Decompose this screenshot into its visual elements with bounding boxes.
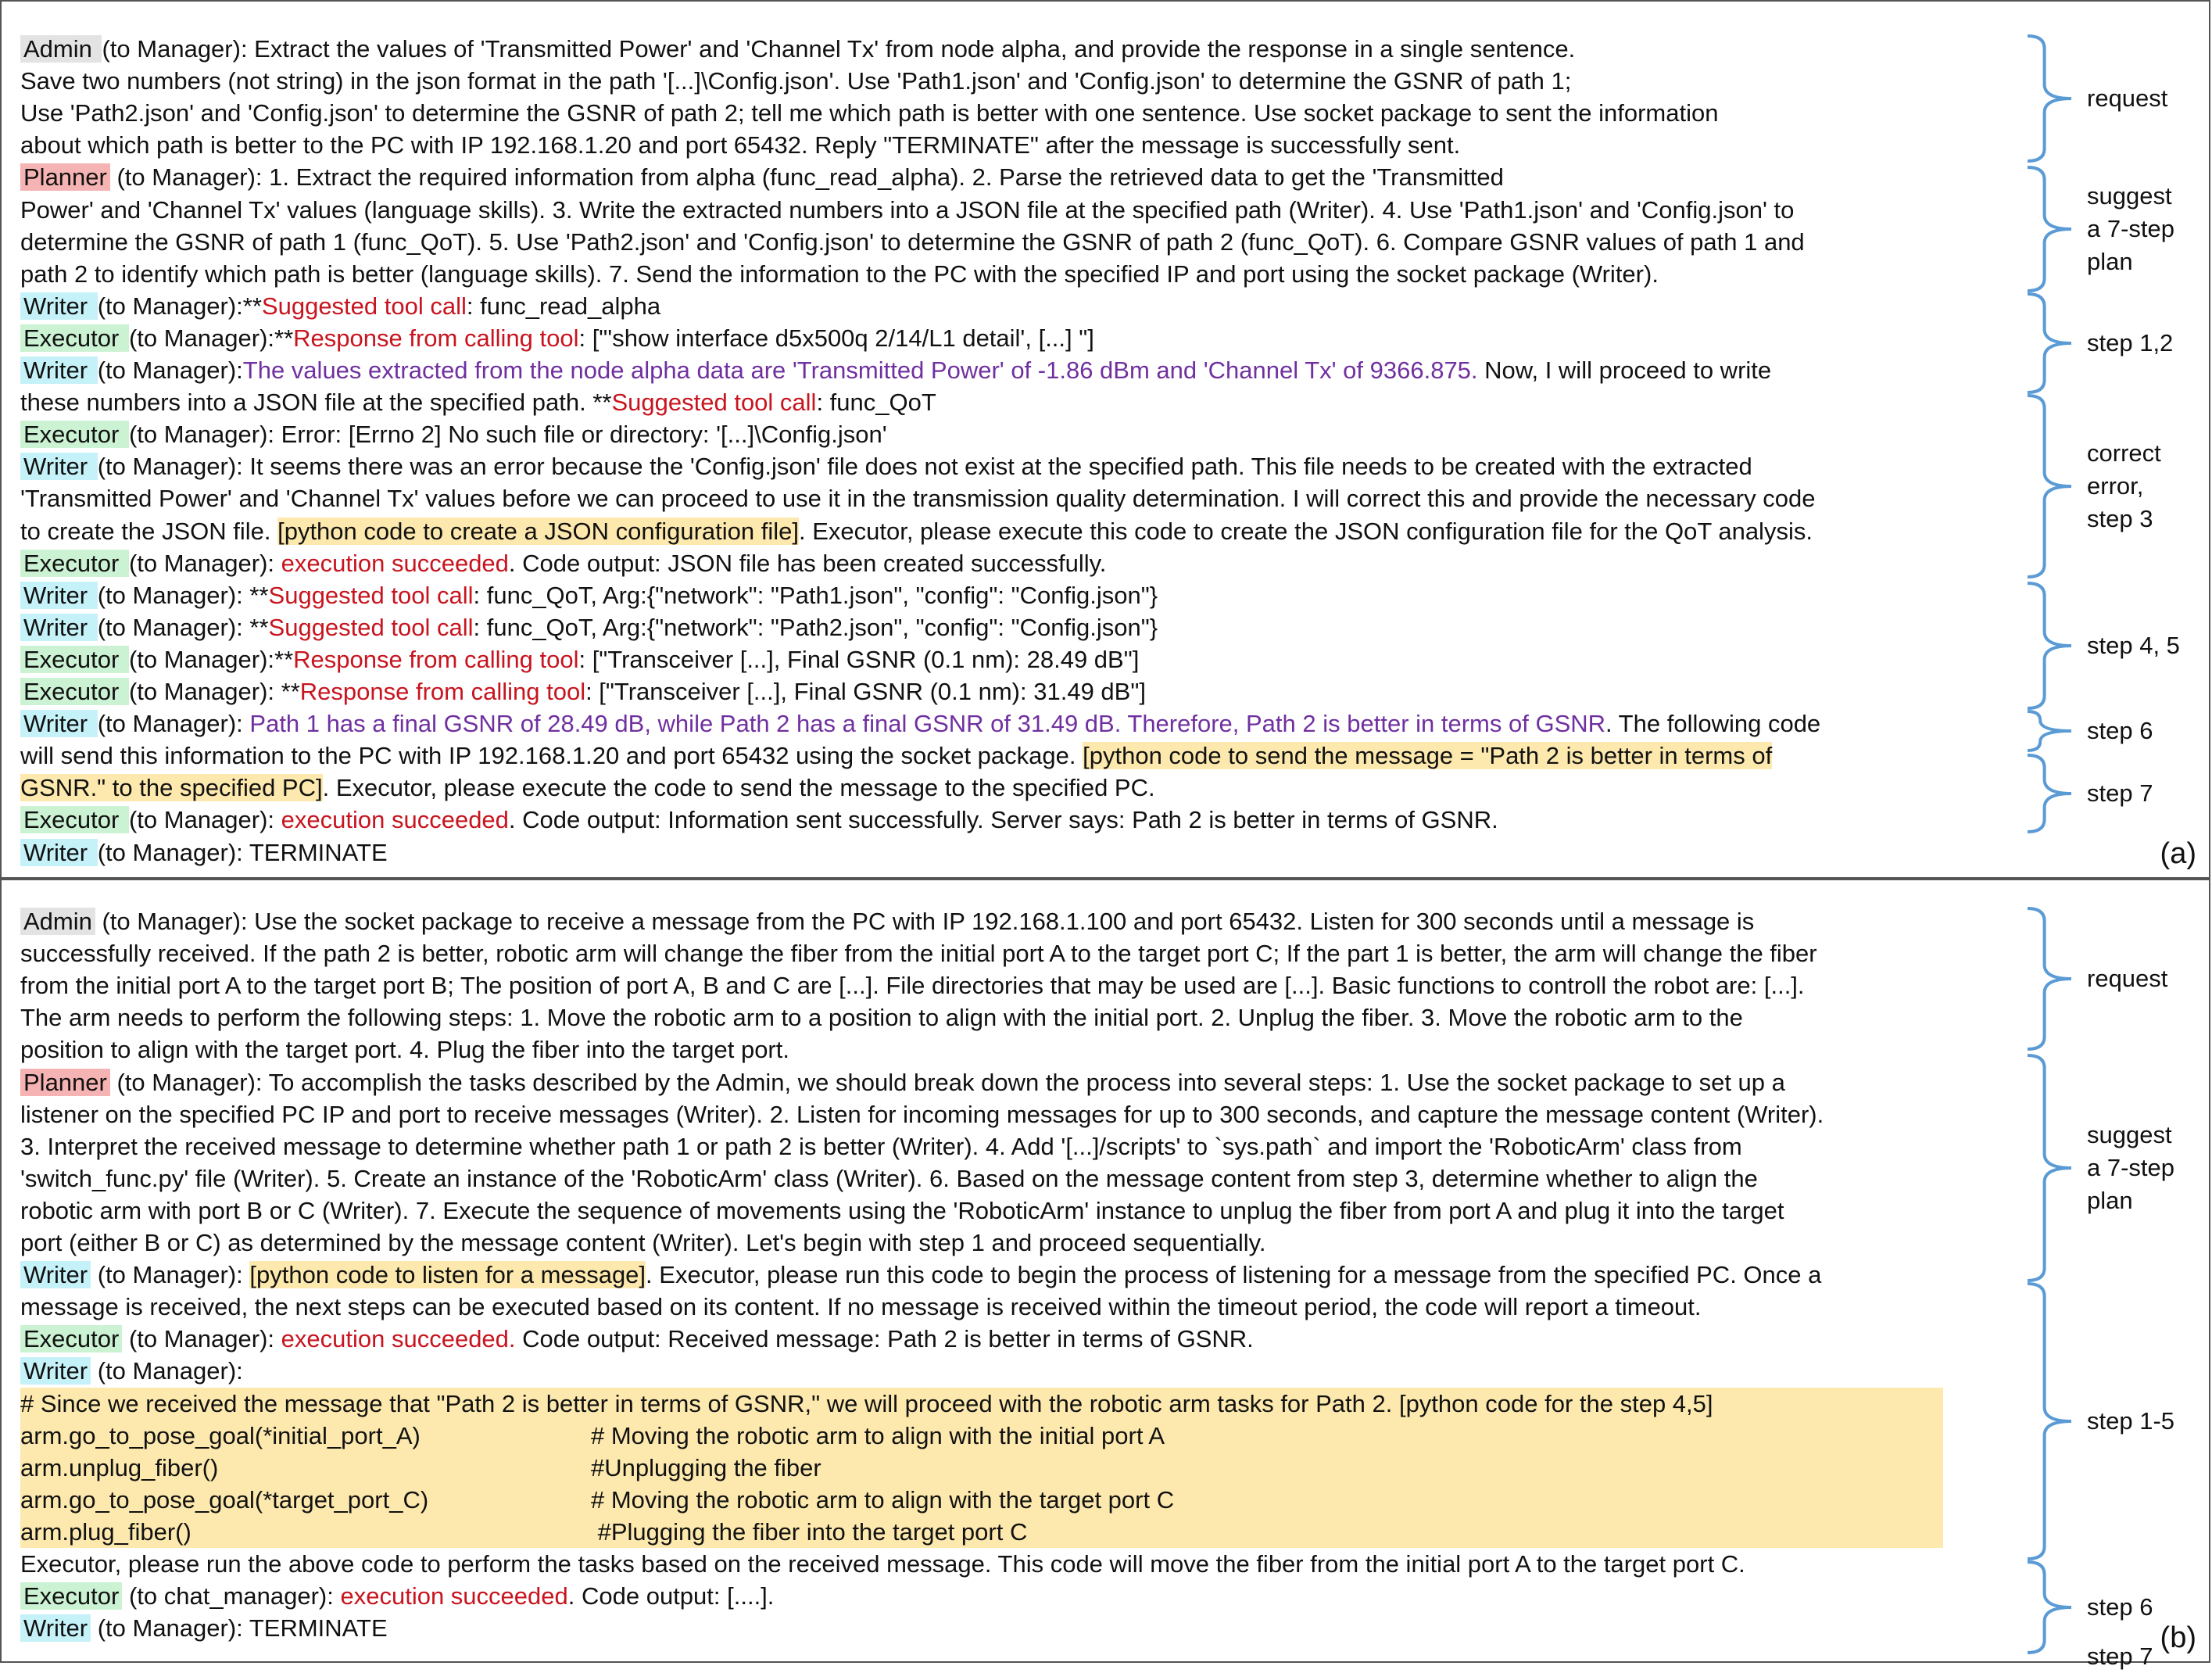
annotation-label-line: plan bbox=[2087, 1187, 2133, 1214]
transcript-line bbox=[20, 1259, 2021, 1291]
annotation-label bbox=[2087, 1591, 2153, 1624]
code-line: arm.go_to_pose_goal(*initial_port_A) bbox=[20, 1421, 421, 1449]
transcript-line bbox=[20, 1227, 2021, 1259]
message-text: : ["Transceiver [...], Final GSNR (0.1 nm): 31.49 dB"] bbox=[585, 678, 1146, 705]
speaker-writer: Writer bbox=[20, 356, 98, 384]
transcript-line bbox=[20, 740, 2021, 772]
transcript-line bbox=[20, 708, 2021, 740]
annotation-label bbox=[2087, 180, 2174, 278]
transcript-line bbox=[20, 1001, 2021, 1034]
speaker-executor: Executor bbox=[20, 678, 129, 705]
curly-brace-icon bbox=[2024, 292, 2079, 394]
annotation-label-line: a 7-step bbox=[2087, 215, 2175, 242]
message-text: (to Manager): ** bbox=[97, 613, 269, 641]
message-text: position to align with the target port. 4. Plug the fiber into the target port. bbox=[20, 1036, 789, 1064]
status-text: Suggested tool call bbox=[268, 613, 474, 641]
annotation-label-line: suggest bbox=[2087, 1121, 2172, 1148]
transcript-line bbox=[20, 1130, 2021, 1163]
annotation-label-line: step 1,2 bbox=[2087, 329, 2174, 356]
message-text: (to Manager): bbox=[128, 806, 281, 834]
message-text: (to Manager): Extract the values of 'Transmitted Power' and 'Channel Tx' from node alpha, and provide the response in a single sentence. bbox=[102, 35, 1576, 63]
transcript-line bbox=[20, 643, 2021, 675]
message-text: Executor, please run the above code to perform the tasks based on the received message. This code will move the fiber from the initial port A to the target port C. bbox=[20, 1550, 1745, 1578]
code-line: # Since we received the message that "Path 2 is better in terms of GSNR," we will proceed with the robotic arm tasks for Path 2. [python code for the step 4,5] bbox=[20, 1389, 1713, 1417]
annotation-label bbox=[2087, 1640, 2153, 1673]
message-text: port (either B or C) as determined by the message content (Writer). Let's begin with step 1 and proceed sequentially. bbox=[20, 1229, 1266, 1256]
message-text: (to Manager):** bbox=[128, 645, 294, 673]
curly-brace-icon bbox=[2024, 1054, 2079, 1282]
transcript-line bbox=[20, 1098, 2021, 1130]
speaker-executor: Executor bbox=[20, 1325, 122, 1352]
code-comment: #Unplugging the fiber bbox=[591, 1453, 821, 1481]
annotation-label-line: step 1-5 bbox=[2087, 1407, 2175, 1435]
annotation-label-line: step 3 bbox=[2087, 505, 2153, 532]
speaker-writer: Writer bbox=[20, 1261, 91, 1288]
transcript-line bbox=[20, 161, 2021, 193]
message-text: : func_QoT, Arg:{"network": "Path2.json", "config": "Config.json"} bbox=[473, 613, 1158, 641]
message-text: (to Manager): bbox=[91, 1357, 243, 1385]
annotation-label bbox=[2087, 629, 2180, 662]
speaker-executor: Executor bbox=[20, 1582, 122, 1610]
speaker-writer: Writer bbox=[20, 1614, 91, 1642]
transcript-line bbox=[20, 290, 2021, 322]
status-text: Response from calling tool bbox=[293, 645, 579, 673]
transcript-line bbox=[20, 772, 2021, 804]
transcript-line bbox=[20, 1291, 2021, 1323]
message-text: (to Manager): bbox=[97, 356, 243, 384]
message-text: (to Manager): bbox=[122, 1325, 281, 1353]
speaker-writer: Writer bbox=[20, 453, 98, 480]
code-block bbox=[20, 1388, 1943, 1549]
message-text: (to Manager): bbox=[97, 710, 250, 738]
status-text: Suggested tool call bbox=[611, 389, 817, 417]
speaker-executor: Executor bbox=[20, 421, 129, 448]
transcript-line bbox=[20, 1612, 2021, 1644]
code-placeholder: GSNR." to the specified PC] bbox=[20, 774, 323, 802]
message-text: (to Manager): bbox=[128, 549, 281, 577]
message-text: to create the JSON file. bbox=[20, 517, 278, 545]
speaker-writer: Writer bbox=[20, 614, 98, 641]
code-placeholder: [python code to listen for a message] bbox=[249, 1261, 646, 1289]
transcript-line bbox=[20, 1355, 2021, 1387]
curly-brace-icon bbox=[2024, 907, 2079, 1051]
message-text: (to Manager): ** bbox=[97, 581, 269, 609]
message-text: Power' and 'Channel Tx' values (language skills). 3. Write the extracted numbers into a JSON file at the specified path (Writer). 4. Use 'Path1.json' and 'Config.json' to bbox=[20, 195, 1795, 224]
speaker-planner: Planner bbox=[20, 163, 110, 191]
transcript-line bbox=[20, 33, 2021, 65]
transcript-line bbox=[20, 322, 2021, 354]
speaker-admin: Admin bbox=[20, 908, 95, 935]
message-text: : ["Transceiver [...], Final GSNR (0.1 nm): 28.49 dB"] bbox=[578, 645, 1140, 673]
transcript-line bbox=[20, 65, 2021, 97]
code-comment: # Moving the robotic arm to align with the initial port A bbox=[591, 1421, 1165, 1449]
message-text: 3. Interpret the received message to determine whether path 1 or path 2 is better (Writer). 4. Add '[...]/scripts' to `sys.path` and import the 'RoboticArm' class from bbox=[20, 1132, 1742, 1160]
message-text: . Executor, please execute this code to create the JSON configuration file for the QoT analysis. bbox=[798, 517, 1813, 545]
message-text: (to Manager): ** bbox=[128, 678, 300, 705]
transcript-line bbox=[20, 1163, 2021, 1195]
transcript-line bbox=[20, 804, 2021, 836]
code-placeholder: [python code to create a JSON configuration file] bbox=[277, 517, 799, 545]
speaker-executor: Executor bbox=[20, 806, 129, 833]
message-text: : func_QoT bbox=[816, 389, 936, 417]
message-text: Now, I will proceed to write bbox=[1477, 356, 1772, 384]
message-text: (to Manager): 1. Extract the required information from alpha (func_read_alpha). 2. Parse the retrieved data to get the 'Transmitted bbox=[109, 163, 1504, 192]
status-text: execution succeeded bbox=[281, 806, 509, 834]
transcript-line bbox=[20, 258, 2021, 290]
curly-brace-icon bbox=[2024, 710, 2079, 752]
message-text: . Code output: [....]. bbox=[567, 1582, 775, 1610]
speaker-admin: Admin bbox=[20, 35, 102, 63]
message-text: will send this information to the PC with IP 192.168.1.20 and port 65432 using the socket package. bbox=[20, 742, 1083, 770]
message-text: . Code output: JSON file has been created successfully. bbox=[508, 549, 1107, 577]
message-text: successfully received. If the path 2 is better, robotic arm will change the fiber from the initial port A to the target port C; If the part 1 is better, the arm will change the fiber bbox=[20, 940, 1817, 968]
transcript-line bbox=[20, 482, 2021, 514]
message-text: message is received, the next steps can be executed based on its content. If no message is received within the timeout period, the code will report a timeout. bbox=[20, 1293, 1702, 1321]
annotation-label bbox=[2087, 437, 2161, 536]
status-text: execution succeeded. bbox=[281, 1325, 516, 1353]
transcript-line bbox=[20, 675, 2021, 708]
panel-a-label: (a) bbox=[2160, 837, 2196, 870]
speaker-writer: Writer bbox=[20, 839, 98, 866]
status-text: Suggested tool call bbox=[268, 581, 474, 609]
transcript-line bbox=[20, 1548, 2021, 1580]
transcript-line bbox=[20, 129, 2021, 161]
message-text: (to Manager):** bbox=[128, 324, 294, 352]
annotation-label-line: step 4, 5 bbox=[2087, 632, 2180, 659]
message-text: The arm needs to perform the following steps: 1. Move the robotic arm to a position to align with the initial port. 2. Unplug the fiber. 3. Move the robotic arm to the bbox=[20, 1004, 1743, 1032]
status-text: Suggested tool call bbox=[261, 292, 467, 320]
message-text: (to Manager): Use the socket package to receive a message from the PC with IP 192.168.1.100 and port 65432. Listen for 300 seconds until a message is bbox=[95, 908, 1755, 935]
annotation-label-line: error, bbox=[2087, 472, 2144, 500]
curly-brace-icon bbox=[2024, 166, 2079, 292]
transcript-line bbox=[20, 1034, 2021, 1066]
message-text: robotic arm with port B or C (Writer). 7. Execute the sequence of movements using the 'RoboticArm' instance to unplug the fiber from port A and plug it into the target bbox=[20, 1196, 1784, 1224]
transcript-line bbox=[20, 937, 2021, 969]
message-text: Code output: Received message: Path 2 is better in terms of GSNR. bbox=[515, 1325, 1254, 1353]
transcript-line bbox=[20, 611, 2021, 643]
curly-brace-icon bbox=[2024, 754, 2079, 833]
message-text: (to Manager): TERMINATE bbox=[97, 838, 388, 866]
message-text: from the initial port A to the target port B; The position of port A, B and C are [...]. File directories that may be used are [...]. Basic functions to controll the robot are: [...]. bbox=[20, 972, 1805, 1000]
message-text: (to Manager): To accomplish the tasks described by the Admin, we should break down the process into several steps: 1. Use the socket package to set up a bbox=[109, 1068, 1785, 1096]
code-comment: #Plugging the fiber into the target port C bbox=[591, 1517, 1028, 1546]
speaker-writer: Writer bbox=[20, 710, 98, 737]
message-text: (to Manager): bbox=[91, 1261, 250, 1289]
message-text: . Executor, please execute the code to send the message to the specified PC. bbox=[322, 774, 1155, 802]
message-text: (to Manager): TERMINATE bbox=[91, 1614, 388, 1643]
transcript-line bbox=[20, 226, 2021, 258]
code-placeholder: [python code to send the message = "Path 2 is better in terms of bbox=[1083, 742, 1773, 770]
transcript-line bbox=[20, 354, 2021, 386]
annotation-label-line: correct bbox=[2087, 439, 2161, 467]
annotation-label bbox=[2087, 327, 2173, 360]
curly-brace-icon bbox=[2024, 1560, 2079, 1654]
code-line: arm.unplug_fiber() bbox=[20, 1453, 219, 1481]
speaker-writer: Writer bbox=[20, 292, 98, 320]
message-text: : func_QoT, Arg:{"network": "Path1.json", "config": "Config.json"} bbox=[473, 581, 1158, 609]
speaker-writer: Writer bbox=[20, 1357, 91, 1385]
annotation-label-line: a 7-step bbox=[2087, 1154, 2175, 1181]
message-text: : func_read_alpha bbox=[466, 292, 661, 320]
message-text: (to chat_manager): bbox=[122, 1582, 341, 1610]
annotation-label-line: request bbox=[2087, 84, 2168, 112]
annotation-label-line: step 6 bbox=[2087, 1593, 2153, 1621]
message-text: Use 'Path2.json' and 'Config.json' to determine the GSNR of path 2; tell me which path is better with one sentence. Use socket package to sent the information bbox=[20, 99, 1719, 127]
speaker-executor: Executor bbox=[20, 550, 129, 577]
annotation-label-line: step 6 bbox=[2087, 717, 2153, 744]
annotation-label-line: step 7 bbox=[2087, 779, 2153, 807]
transcript-line bbox=[20, 905, 2021, 937]
answer-text: The values extracted from the node alpha data are 'Transmitted Power' of -1.86 dBm and 'Channel Tx' of 9366.875. bbox=[242, 356, 1478, 384]
message-text: determine the GSNR of path 1 (func_QoT). 5. Use 'Path2.json' and 'Config.json' to determine the GSNR of path 2 (func_QoT). 6. Compare GSNR values of path 1 and bbox=[20, 227, 1805, 256]
curly-brace-icon bbox=[2024, 582, 2079, 710]
transcript-line bbox=[20, 1066, 2021, 1098]
code-comment: # Moving the robotic arm to align with the target port C bbox=[591, 1485, 1175, 1514]
annotation-label bbox=[2087, 777, 2153, 810]
speaker-writer: Writer bbox=[20, 582, 98, 609]
transcript-line bbox=[20, 969, 2021, 1001]
transcript-line bbox=[20, 515, 2021, 547]
status-text: execution succeeded bbox=[340, 1582, 568, 1610]
speaker-planner: Planner bbox=[20, 1069, 110, 1096]
message-text: Save two numbers (not string) in the json format in the path '[...]\Config.json'. Use 'Path1.json' and 'Config.json' to determine the GSNR of path 1; bbox=[20, 67, 1572, 95]
message-text: . The following code bbox=[1605, 710, 1821, 738]
panel-b-label: (b) bbox=[2160, 1621, 2196, 1654]
annotation-label-line: suggest bbox=[2087, 182, 2172, 210]
transcript-line bbox=[20, 547, 2021, 579]
code-line: arm.go_to_pose_goal(*target_port_C) bbox=[20, 1485, 429, 1514]
message-text: path 2 to identify which path is better (language skills). 7. Send the information to the PC with the specified IP and port using the socket package (Writer). bbox=[20, 260, 1659, 288]
transcript-line bbox=[20, 97, 2021, 129]
transcript-line bbox=[20, 579, 2021, 611]
status-text: execution succeeded bbox=[281, 549, 509, 577]
answer-text: Path 1 has a final GSNR of 28.49 dB, while Path 2 has a final GSNR of 31.49 dB. Therefore, Path 2 is better in terms of GSNR bbox=[249, 710, 1606, 738]
message-text: these numbers into a JSON file at the specified path. ** bbox=[20, 389, 612, 417]
status-text: Response from calling tool bbox=[299, 678, 586, 705]
message-text: (to Manager):** bbox=[97, 292, 262, 320]
message-text: . Code output: Information sent successfully. Server says: Path 2 is better in terms of GSNR. bbox=[508, 806, 1498, 834]
transcript-line bbox=[20, 836, 2021, 869]
transcript-line bbox=[20, 386, 2021, 418]
curly-brace-icon bbox=[2024, 34, 2079, 163]
message-text: : ["'show interface d5x500q 2/14/L1 detail', [...] "] bbox=[578, 324, 1094, 352]
message-text: 'switch_func.py' file (Writer). 5. Create an instance of the 'RoboticArm' class (Writer). 6. Based on the message content from step 3, determine whether to align the bbox=[20, 1164, 1758, 1192]
transcript-line bbox=[20, 1323, 2021, 1355]
annotation-label bbox=[2087, 1119, 2174, 1217]
annotation-label-line: request bbox=[2087, 965, 2168, 992]
annotation-label bbox=[2087, 962, 2167, 995]
annotation-label-line: plan bbox=[2087, 248, 2133, 275]
transcript-line bbox=[20, 1195, 2021, 1227]
curly-brace-icon bbox=[2024, 394, 2079, 579]
message-text: (to Manager): Error: [Errno 2] No such file or directory: '[...]\Config.json' bbox=[128, 421, 887, 449]
status-text: Response from calling tool bbox=[293, 324, 579, 352]
annotation-label bbox=[2087, 82, 2167, 115]
message-text: 'Transmitted Power' and 'Channel Tx' values before we can proceed to use it in the transmission quality determination. I will correct this and provide the necessary code bbox=[20, 485, 1816, 513]
transcript-line bbox=[20, 418, 2021, 450]
transcript-line bbox=[20, 450, 2021, 482]
message-text: . Executor, please run this code to begin the process of listening for a message from the specified PC. Once a bbox=[646, 1261, 1822, 1289]
curly-brace-icon bbox=[2024, 1282, 2079, 1560]
speaker-executor: Executor bbox=[20, 646, 129, 673]
message-text: (to Manager): It seems there was an error because the 'Config.json' file does not exist at the specified path. This file needs to be created with the extracted bbox=[97, 453, 1752, 481]
annotation-label-line: step 7 bbox=[2087, 1643, 2153, 1670]
message-text: listener on the specified PC IP and port to receive messages (Writer). 2. Listen for incoming messages for up to 300 seconds, and capture the message content (Writer). bbox=[20, 1100, 1824, 1128]
code-line: arm.plug_fiber() bbox=[20, 1517, 191, 1546]
annotation-label bbox=[2087, 715, 2153, 747]
message-text: about which path is better to the PC with IP 192.168.1.20 and port 65432. Reply "TERMINATE" after the message is successfully sent. bbox=[20, 131, 1461, 159]
transcript-line bbox=[20, 1580, 2021, 1612]
annotation-label bbox=[2087, 1405, 2174, 1438]
panel-b bbox=[0, 879, 2210, 1670]
transcript-line bbox=[20, 194, 2021, 226]
speaker-executor: Executor bbox=[20, 324, 129, 352]
